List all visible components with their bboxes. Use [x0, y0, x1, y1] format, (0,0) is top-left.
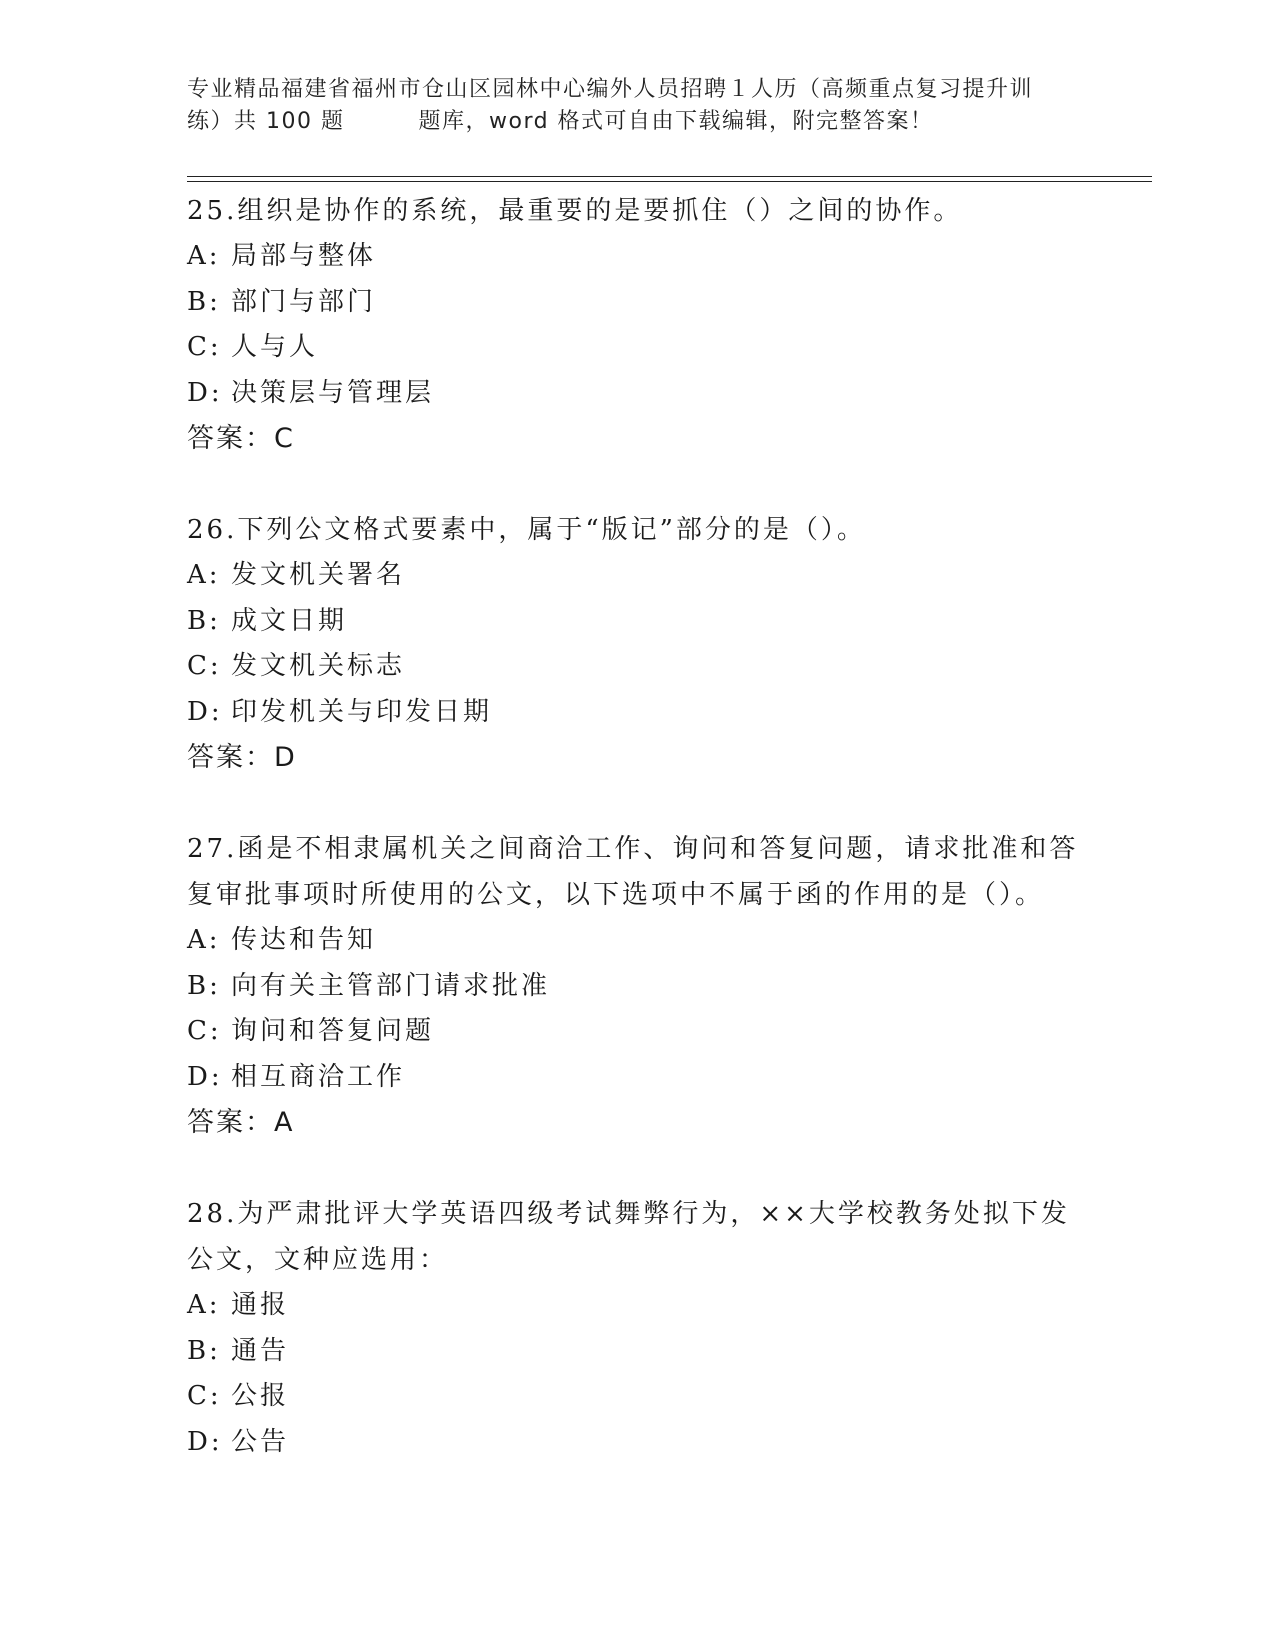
question-text: 25.组织是协作的系统，最重要的是要抓住（）之间的协作。: [187, 196, 963, 226]
header-rule-top: [187, 176, 1152, 177]
header-rule-bottom: [187, 181, 1152, 182]
question-27: [187, 826, 1087, 1146]
option-a: A: 通报: [187, 1290, 290, 1320]
option-c: C: 询问和答复问题: [187, 1016, 435, 1046]
option-a: A: 局部与整体: [187, 241, 377, 271]
option-a: A: 发文机关署名: [187, 560, 406, 590]
header-line-2: [187, 106, 1107, 138]
question-text: 28.为严肃批评大学英语四级考试舞弊行为，××大学校教务处拟下发公文，文种应选用：: [187, 1199, 1070, 1275]
question-text: 27.函是不相隶属机关之间商洽工作、询问和答复问题，请求批准和答复审批事项时所使用的公文，以下选项中不属于函的作用的是（）。: [187, 834, 1079, 910]
option-b: B: 部门与部门: [187, 286, 377, 317]
option-d: D: 公告: [187, 1426, 290, 1457]
header-line-1: 专业精品福建省福州市仓山区园林中心编外人员招聘１人历（高频重点复习提升训: [187, 77, 1034, 102]
option-c: C: 发文机关标志: [187, 651, 406, 681]
answer: 答案：D: [187, 742, 297, 773]
question-28: [187, 1191, 1087, 1465]
option-b: B: 向有关主管部门请求批准: [187, 970, 551, 1001]
option-d: D: 决策层与管理层: [187, 377, 435, 408]
question-26: [187, 507, 1087, 781]
document-header: [187, 74, 1107, 138]
option-b: B: 通告: [187, 1335, 290, 1366]
option-d: D: 相互商洽工作: [187, 1061, 406, 1092]
question-25: [187, 188, 1087, 462]
answer: 答案：A: [187, 1107, 295, 1138]
header-line-2-right: 题库，word 格式可自由下载编辑，附完整答案！: [418, 109, 934, 134]
question-list: [187, 188, 1087, 1510]
option-d: D: 印发机关与印发日期: [187, 696, 493, 727]
option-c: C: 公报: [187, 1381, 290, 1411]
option-a: A: 传达和告知: [187, 925, 377, 955]
option-c: C: 人与人: [187, 332, 319, 362]
answer: 答案：C: [187, 423, 295, 454]
header-line-2-left: 练）共 100 题: [187, 109, 345, 134]
option-b: B: 成文日期: [187, 605, 348, 636]
question-text: 26.下列公文格式要素中，属于“版记”部分的是（）。: [187, 515, 866, 545]
